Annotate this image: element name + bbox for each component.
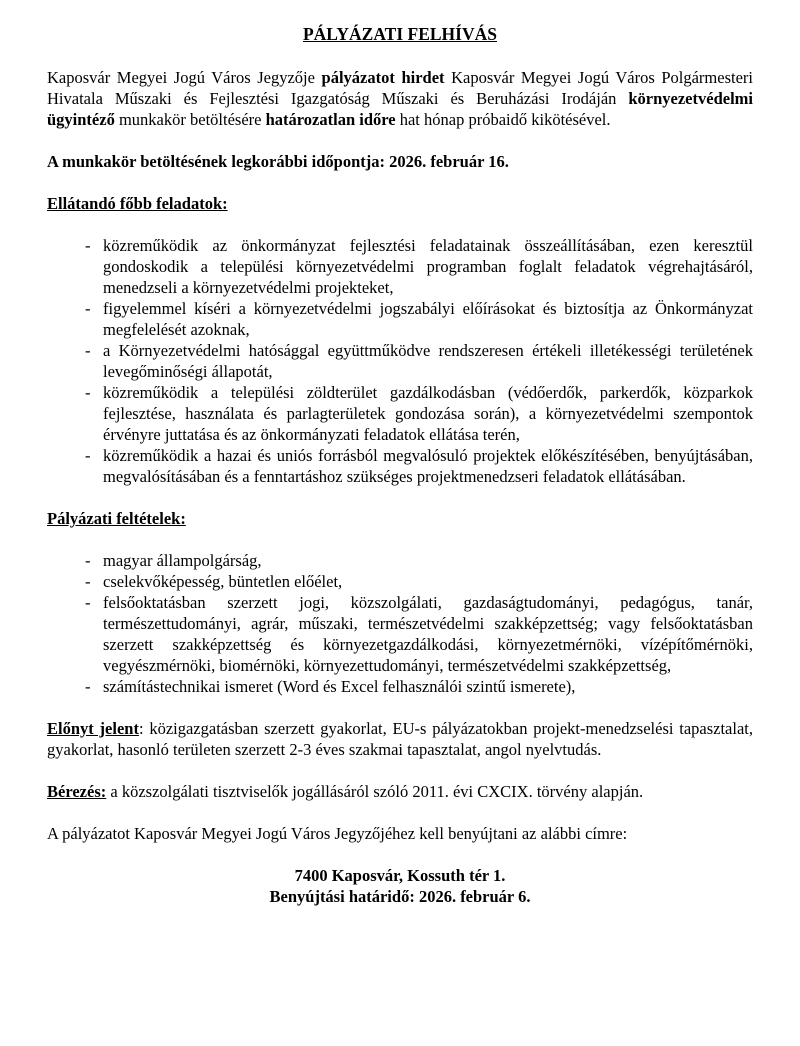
page-title: PÁLYÁZATI FELHÍVÁS bbox=[302, 24, 497, 44]
intro-bold-position: környezetvédelmi ügyintéző bbox=[47, 89, 753, 129]
intro-text: Kaposvár Megyei Jogú Város Polgármesteri Hivatala Műszaki és Fejlesztési Igazgatóság Műszaki és Beruházási Irodáján bbox=[47, 68, 753, 108]
intro-paragraph bbox=[47, 67, 753, 130]
requirements-list bbox=[47, 550, 753, 697]
intro-bold-duration: határozatlan időre bbox=[265, 110, 396, 129]
address-block bbox=[47, 865, 753, 907]
task-item-text: figyelemmel kíséri a környezetvédelmi jogszabályi előírásokat és biztosítja az Önkormányzat megfelelését azoknak, bbox=[103, 299, 753, 339]
task-item-text: közreműködik a települési zöldterület gazdálkodásban (védőerdők, parkerdők, közparkok fejlesztése, használata és parlagterületek gondozása során), a környezetvédelmi szempontok érvényre juttatása és az önkormányzati feladatok ellátása terén, bbox=[103, 383, 753, 444]
start-date-line: A munkakör betöltésének legkorábbi időpontja: 2026. február 16. bbox=[47, 152, 509, 171]
bullet-dash: - bbox=[85, 236, 91, 255]
bullet-dash: - bbox=[85, 593, 91, 612]
requirement-item-text: magyar állampolgárság, bbox=[103, 551, 262, 570]
task-item bbox=[47, 382, 753, 445]
intro-bold-announcement: pályázatot hirdet bbox=[321, 68, 445, 87]
intro-text: Kaposvár Megyei Jogú Város Jegyzője bbox=[47, 68, 322, 87]
requirement-item bbox=[47, 676, 753, 697]
advantage-label: Előnyt jelent bbox=[47, 719, 139, 738]
tasks-list bbox=[47, 235, 753, 487]
bullet-dash: - bbox=[85, 677, 91, 696]
task-item bbox=[47, 340, 753, 382]
bullet-dash: - bbox=[85, 383, 91, 402]
bullet-dash: - bbox=[85, 341, 91, 360]
salary-label: Bérezés: bbox=[47, 782, 107, 801]
task-item-text: a Környezetvédelmi hatósággal együttműködve rendszeresen értékeli illetékességi területének levegőminőségi állapotát, bbox=[103, 341, 753, 381]
task-item bbox=[47, 235, 753, 298]
requirement-item-text: cselekvőképesség, büntetlen előélet, bbox=[103, 572, 343, 591]
intro-text: hat hónap próbaidő kikötésével. bbox=[395, 110, 611, 129]
requirement-item-text: számítástechnikai ismeret (Word és Excel felhasználói szintű ismerete), bbox=[103, 677, 576, 696]
bullet-dash: - bbox=[85, 446, 91, 465]
advantage-text: : közigazgatásban szerzett gyakorlat, EU-s pályázatokban projekt-menedzselési tapasztalat, gyakorlat, hasonló területen szerzett 2-3 éves szakmai tapasztalat, angol nyelvtudás. bbox=[47, 719, 753, 759]
deadline-line: Benyújtási határidő: 2026. február 6. bbox=[269, 887, 531, 906]
requirement-item bbox=[47, 592, 753, 676]
salary-text: a közszolgálati tisztviselők jogállásáról szóló 2011. évi CXCIX. törvény alapján. bbox=[106, 782, 644, 801]
salary-paragraph bbox=[47, 781, 753, 802]
bullet-dash: - bbox=[85, 572, 91, 591]
task-item bbox=[47, 445, 753, 487]
intro-text: munkakör betöltésére bbox=[114, 110, 266, 129]
submission-paragraph: A pályázatot Kaposvár Megyei Jogú Város Jegyzőjéhez kell benyújtani az alábbi címre: bbox=[47, 824, 628, 843]
task-item-text: közreműködik a hazai és uniós forrásból megvalósuló projektek előkészítésében, benyújtásában, megvalósításában és a fenntartáshoz szükséges projektmenedzseri feladatok ellátásában. bbox=[103, 446, 753, 486]
requirement-item-text: felsőoktatásban szerzett jogi, közszolgálati, gazdaságtudományi, pedagógus, tanár, természettudományi, agrár, műszaki, természetvédelmi szakképzettség; vagy felsőoktatásban szerzett szakképzettség és környezetgazdálkodási, környezetmérnöki, vízépítőmérnöki, vegyészmérnöki, biomérnöki, környezettudományi, természetvédelmi szakképzettség, bbox=[103, 593, 753, 675]
task-item-text: közreműködik az önkormányzat fejlesztési feladatainak összeállításában, ezen keresztül gondoskodik a települési környezetvédelmi programban foglalt feladatok végrehajtásáról, menedzseli a környezetvédelmi projekteket, bbox=[103, 236, 753, 297]
requirement-item bbox=[47, 571, 753, 592]
task-item bbox=[47, 298, 753, 340]
bullet-dash: - bbox=[85, 299, 91, 318]
advantage-paragraph bbox=[47, 718, 753, 760]
requirement-item bbox=[47, 550, 753, 571]
address-line: 7400 Kaposvár, Kossuth tér 1. bbox=[294, 866, 506, 885]
bullet-dash: - bbox=[85, 551, 91, 570]
requirements-heading: Pályázati feltételek: bbox=[47, 509, 186, 528]
tasks-heading: Ellátandó főbb feladatok: bbox=[47, 194, 228, 213]
